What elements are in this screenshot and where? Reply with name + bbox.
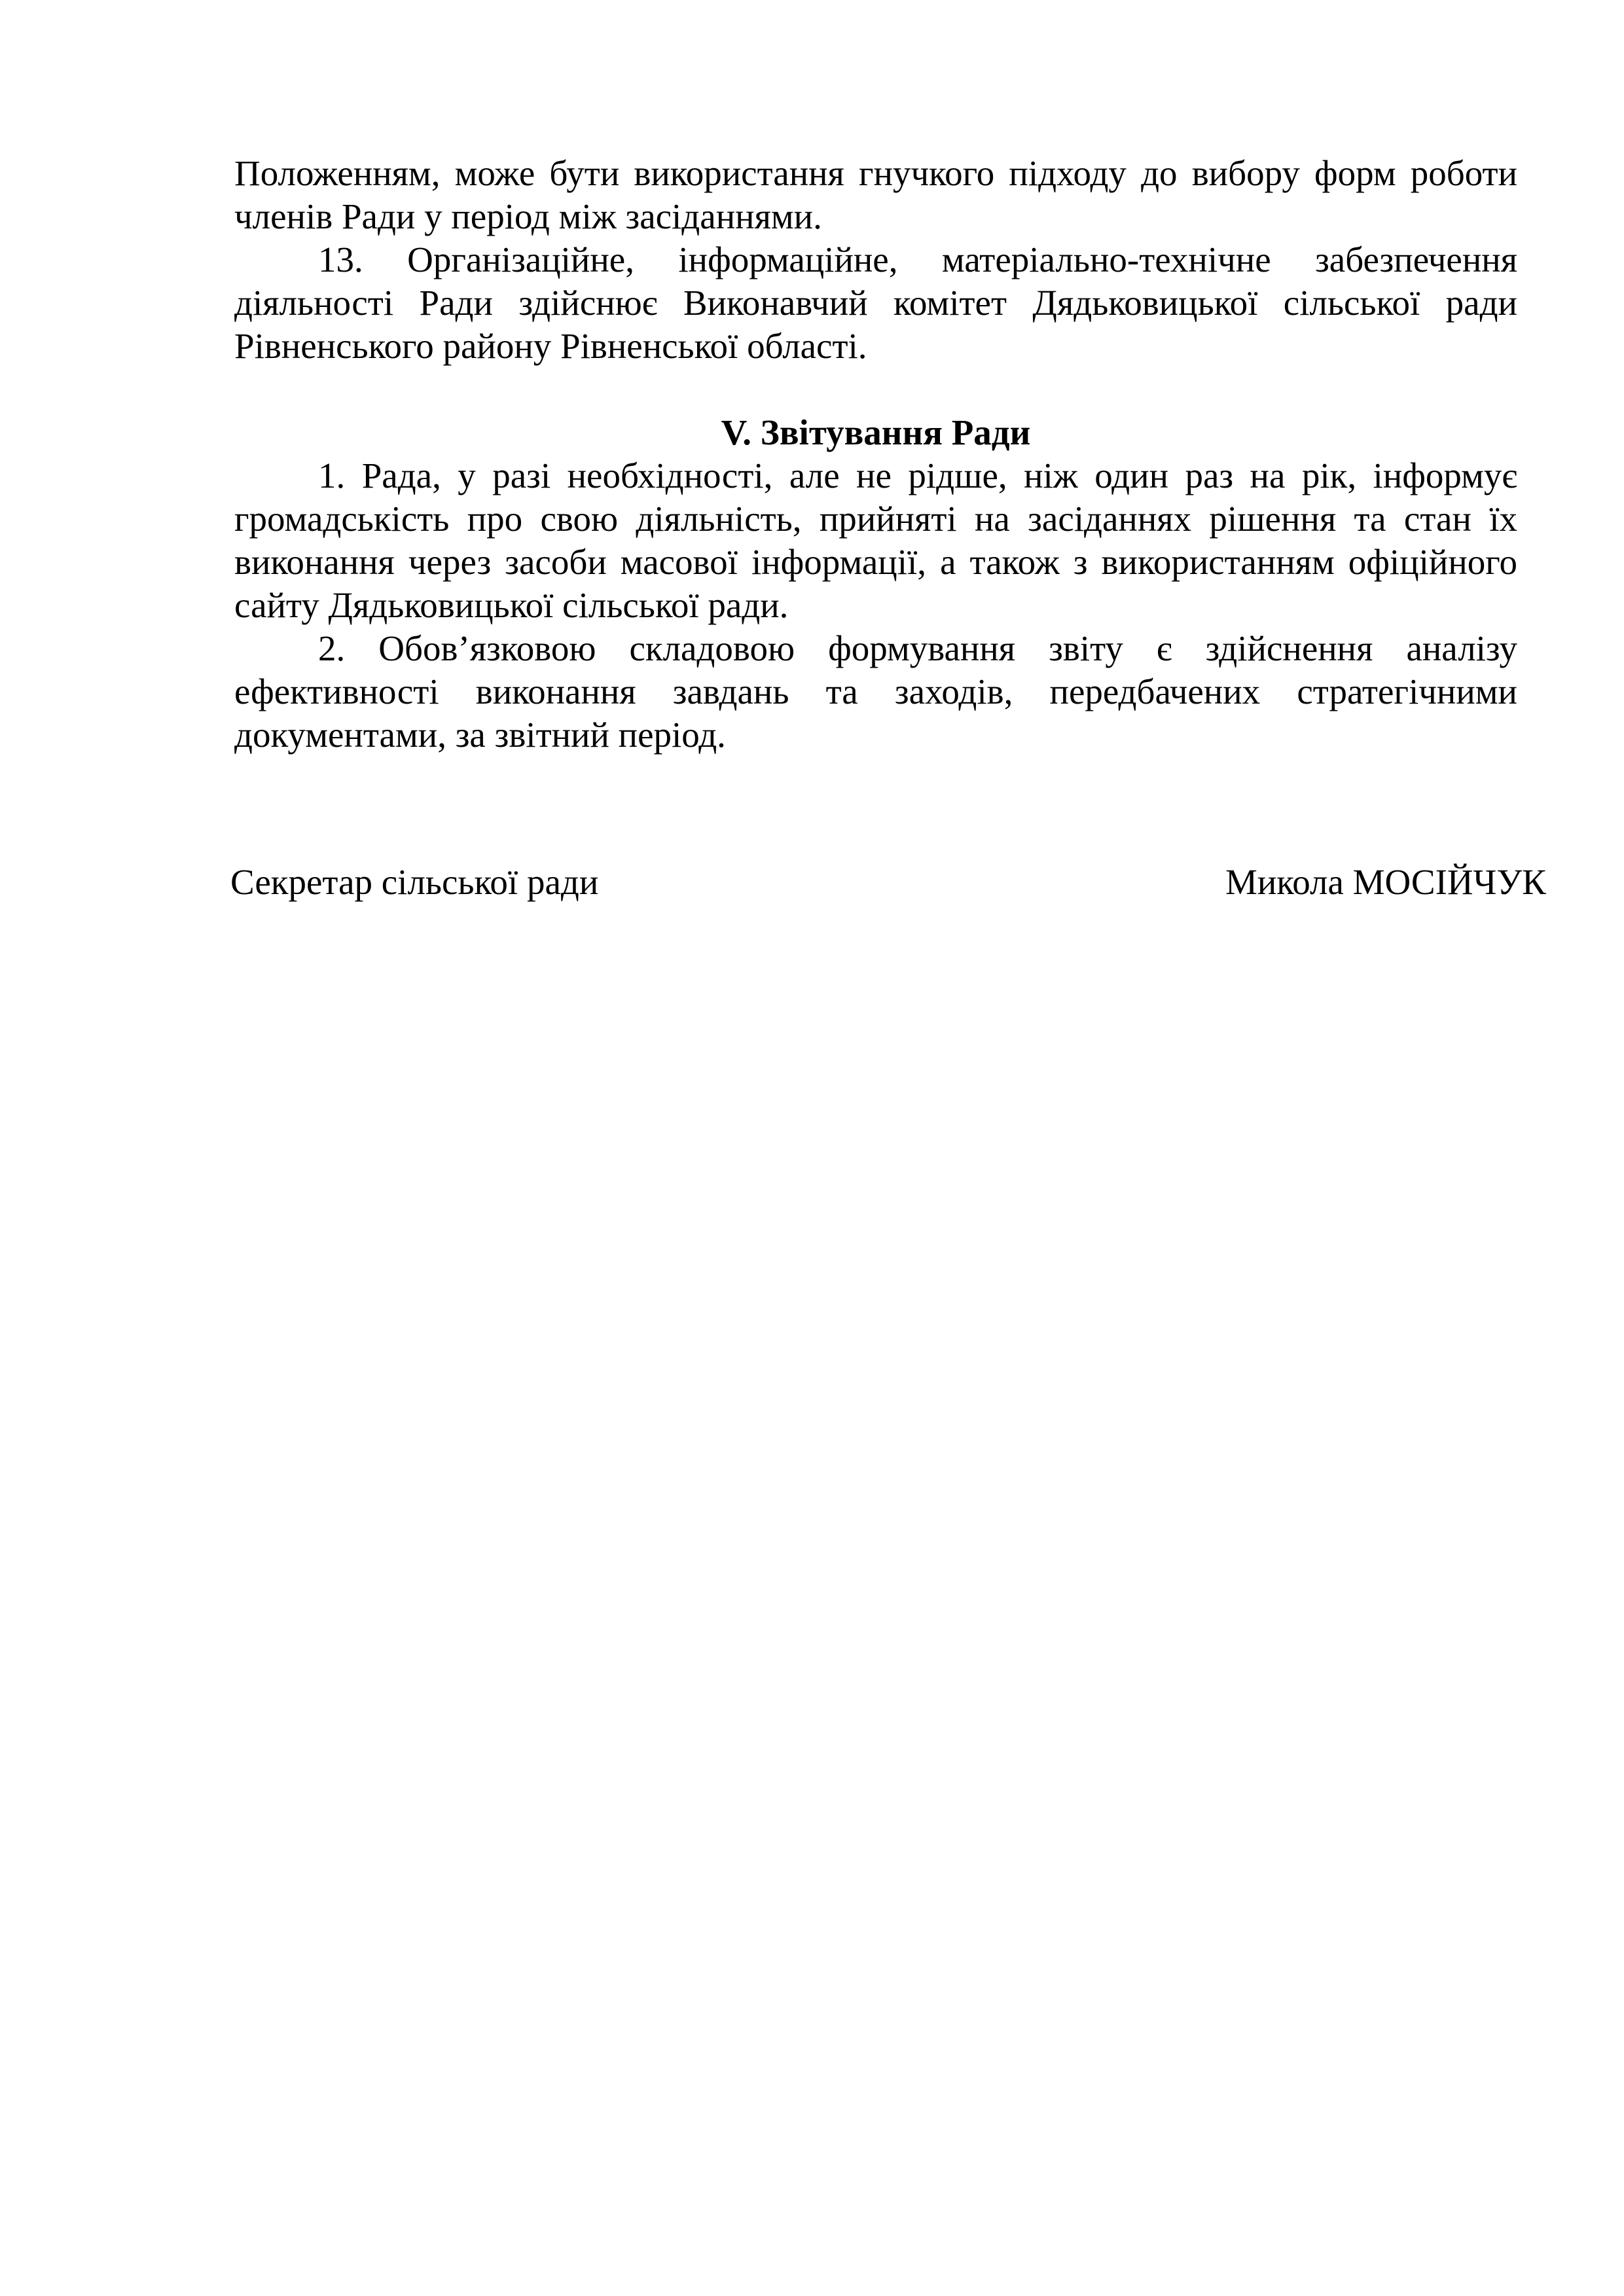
paragraph-item-1: 1. Рада, у разі необхідності, але не рідше, ніж один раз на рік, інформує громадськість про свою діяльність, прийняті на засіданнях рішення та стан їх виконання через засоби масової інформації, а також з використанням офіційного сайту Дядьковицької сільської ради.	[234, 456, 1517, 625]
paragraph-item-13: 13. Організаційне, інформаційне, матеріально-технічне забезпечення діяльності Ради здійснює Виконавчий комітет Дядьковицької сільської ради Рівненського району Рівненської області.	[234, 240, 1517, 366]
section-heading: V. Звітування Ради	[721, 412, 1031, 452]
signature-block	[230, 861, 1546, 904]
signature-name: Микола МОСІЙЧУК	[1225, 862, 1546, 902]
signature-position: Секретар сільської ради	[230, 862, 599, 902]
paragraph-item-2: 2. Обов’язковою складовою формування звіту є здійснення аналізу ефективності виконання завдань та заходів, передбачених стратегічними документами, за звітний період.	[234, 628, 1517, 755]
paragraph-continuation: Положенням, може бути використання гнучкого підходу до вибору форм роботи членів Ради у період між засіданнями.	[234, 153, 1517, 236]
document-body	[234, 152, 1517, 757]
